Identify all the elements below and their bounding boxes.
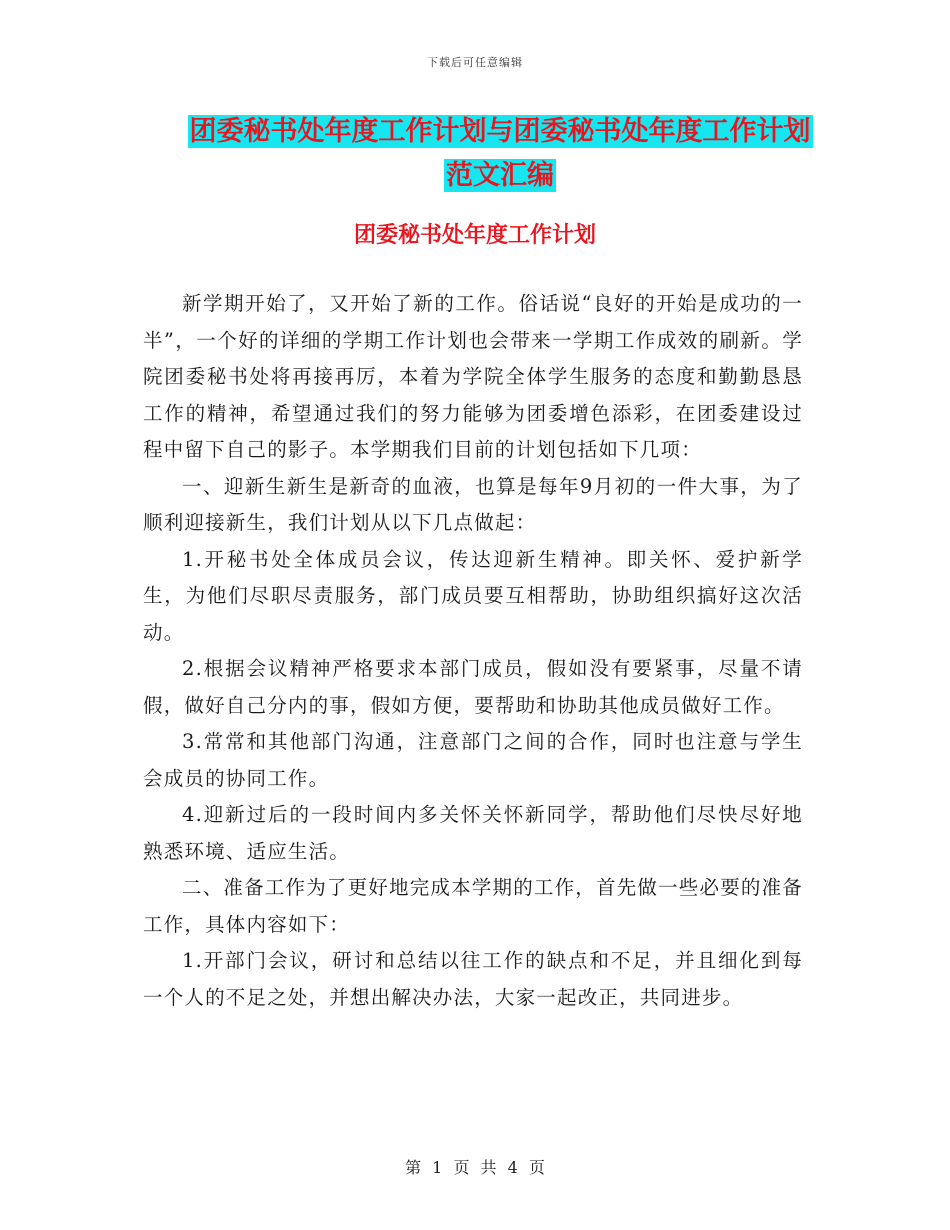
document-title-line-2: 范文汇编 [446, 160, 554, 191]
document-title-line-1: 团委秘书处年度工作计划与团委秘书处年度工作计划 [189, 116, 811, 147]
section-title: 团委秘书处年度工作计划 [353, 223, 596, 248]
body-text [143, 286, 803, 1016]
paragraph: 一、迎新生新生是新奇的血液，也算是每年9月初的一件大事，为了顺利迎接新生，我们计划从以下几点做起： [143, 474, 803, 534]
paragraph: 1.开秘书处全体成员会议，传达迎新生精神。即关怀、爱护新学生，为他们尽职尽责服务，部门成员要互相帮助，协助组织搞好这次活动。 [143, 547, 803, 644]
paragraph: 4.迎新过后的一段时间内多关怀关怀新同学，帮助他们尽快尽好地熟悉环境、适应生活。 [143, 803, 803, 863]
paragraph: 2.根据会议精神严格要求本部门成员，假如没有要紧事，尽量不请假，做好自己分内的事，假如方便，要帮助和协助其他成员做好工作。 [143, 657, 803, 717]
paragraph: 二、准备工作为了更好地完成本学期的工作，首先做一些必要的准备工作，具体内容如下： [143, 876, 804, 936]
document-title [140, 110, 860, 198]
paragraph: 3.常常和其他部门沟通，注意部门之间的合作，同时也注意与学生会成员的协同工作。 [143, 730, 803, 790]
paragraph: 新学期开始了，又开始了新的工作。俗话说“良好的开始是成功的一半”，一个好的详细的学期工作计划也会带来一学期工作成效的刷新。学院团委秘书处将再接再厉，本着为学院全体学生服务的态度和勤勤恳恳工作的精神，希望通过我们的努力能够为团委增色添彩，在团委建设过程中留下自己的影子。本学期我们目前的计划包括如下几项： [143, 292, 803, 461]
paragraph: 1.开部门会议，研讨和总结以往工作的缺点和不足，并且细化到每一个人的不足之处，并想出解决办法，大家一起改正，共同进步。 [143, 949, 803, 1009]
page-footer: 第 1 页 共 4 页 [405, 1158, 545, 1177]
header-note: 下载后可任意编辑 [427, 56, 523, 69]
